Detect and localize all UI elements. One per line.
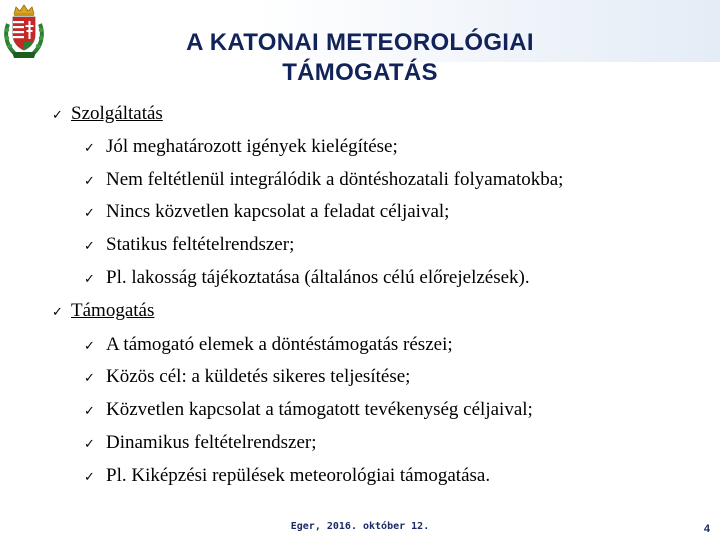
list-item-text: A támogató elemek a döntéstámogatás részei; (106, 334, 453, 355)
check-icon: ✓ (84, 239, 95, 254)
check-icon: ✓ (84, 404, 95, 419)
list-item (84, 267, 530, 291)
list-item-text: Statikus feltételrendszer; (106, 234, 295, 255)
list-item-text: Pl. lakosság tájékoztatása (általános célú előrejelzések). (106, 267, 530, 288)
list-item (84, 432, 317, 456)
check-icon: ✓ (84, 206, 95, 221)
list-item (84, 169, 563, 193)
section-heading-text: Támogatás (71, 300, 155, 321)
list-item (84, 465, 490, 489)
check-icon: ✓ (84, 339, 95, 354)
section-heading-szolgaltatas (52, 103, 163, 127)
section-heading-tamogatas (52, 300, 154, 324)
check-icon: ✓ (84, 470, 95, 485)
check-icon: ✓ (84, 141, 95, 156)
list-item (84, 201, 449, 225)
list-item-text: Jól meghatározott igények kielégítése; (106, 136, 398, 157)
list-item (84, 334, 453, 358)
list-item-text: Dinamikus feltételrendszer; (106, 432, 317, 453)
list-item-text: Nincs közvetlen kapcsolat a feladat céljaival; (106, 201, 450, 222)
section-heading-text: Szolgáltatás (71, 103, 163, 124)
list-item (84, 136, 398, 160)
list-item (84, 234, 294, 258)
page-number: 4 (703, 523, 710, 535)
check-icon: ✓ (52, 305, 63, 320)
check-icon: ✓ (84, 174, 95, 189)
check-icon: ✓ (84, 272, 95, 287)
check-icon: ✓ (52, 108, 63, 123)
footer-date: Eger, 2016. október 12. (290, 521, 430, 532)
title-line-2: TÁMOGATÁS (282, 59, 438, 86)
list-item (84, 399, 533, 423)
list-item (84, 366, 410, 390)
list-item-text: Nem feltétlenül integrálódik a döntéshozatali folyamatokba; (106, 169, 564, 190)
list-item-text: Pl. Kiképzési repülések meteorológiai támogatása. (106, 465, 491, 486)
check-icon: ✓ (84, 437, 95, 452)
list-item-text: Közvetlen kapcsolat a támogatott tevékenység céljaival; (106, 399, 533, 420)
check-icon: ✓ (84, 371, 95, 386)
title-line-1: A KATONAI METEOROLÓGIAI (186, 29, 534, 56)
list-item-text: Közös cél: a küldetés sikeres teljesítése; (106, 366, 411, 387)
